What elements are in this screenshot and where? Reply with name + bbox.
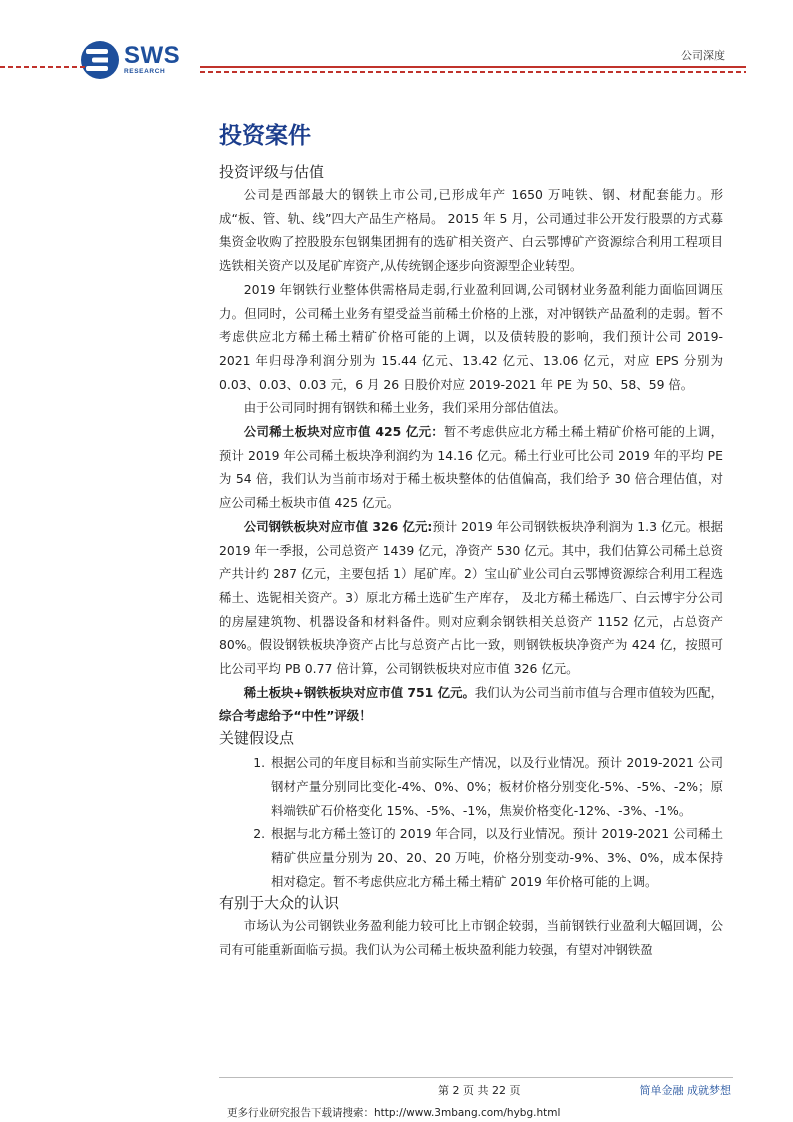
header-divider — [200, 66, 746, 68]
section-heading-assumptions: 关键假设点 — [219, 729, 295, 748]
section-heading-differentiated-view: 有别于大众的认识 — [219, 894, 340, 913]
page-title: 投资案件 — [219, 123, 311, 149]
list-item: 1. 根据公司的年度目标和当前实际生产情况，以及行业情况。预计 2019-2021 公司钢材产量分别同比变化-4%、0%、0%；板材价格分别变化-5%、-5%、-2%；原料端铁矿石价格变化 15%、-5%、-1%，焦炭价格变化-12%、-3%、-1%。 — [269, 751, 723, 822]
download-note: 更多行业研究报告下载请搜索：http://www.3mbang.com/hybg.html — [227, 1107, 561, 1119]
paragraph-valuation-method: 由于公司同时拥有钢铁和稀土业务，我们采用分部估值法。 — [243, 400, 566, 416]
rating-conclusion: 综合考虑给予“中性”评级！ — [219, 708, 372, 724]
page-header — [0, 0, 793, 90]
paragraph-earnings-forecast: 2019 年钢铁行业整体供需格局走弱,行业盈利回调,公司钢材业务盈利能力面临回调压力。但同时，公司稀土业务有望受益当前稀土价格的上涨，对冲钢铁产品盈利的走弱。暂不考虑供应北方稀土稀土精矿价格可能的上调，以及债转股的影响，我们预计公司 2019-2021 年归母净利润分别为 15.44 亿元、13.42 亿元、13.06 亿元，对应 EPS 分别为 0.03、0.03、0.03 元，6 月 26 日股价对应 2019-2021 年 PE 为 50、58、59 倍。 — [219, 281, 723, 392]
logo-text: SWS — [124, 42, 181, 70]
footer-divider — [219, 1077, 733, 1078]
document-type-label: 公司深度 — [681, 49, 725, 62]
sws-logo-icon — [80, 40, 120, 80]
section-heading-rating: 投资评级与估值 — [219, 163, 325, 181]
footer-slogan: 简单金融 成就梦想 — [639, 1084, 731, 1097]
assumptions-list — [219, 751, 723, 893]
list-item: 2. 根据与北方稀土签订的 2019 年合同，以及行业情况。预计 2019-2021 公司稀土精矿供应量分别为 20、20、20 万吨，价格分别变动-9%、3%、0%，成本保持相对稳定。暂不考虑供应北方稀土稀土精矿 2019 年价格可能的上调。 — [269, 822, 723, 893]
rare-earth-value-lead: 公司稀土板块对应市值 425 亿元： — [243, 424, 444, 440]
paragraph-rare-earth-valuation — [219, 420, 723, 515]
page-number: 第 2 页 共 22 页 — [438, 1084, 521, 1097]
steel-value-text: 预计 2019 年公司钢铁板块净利润为 1.3 亿元。根据 2019 年一季报，公司总资产 1439 亿元，净资产 530 亿元。其中，我们估算公司稀土总资产共计约 287 亿元，主要包括 1）尾矿库。2）宝山矿业公司白云鄂博资源综合利用工程选稀土、选铌相关资产。3）原北方稀土选矿生产库存， 及北方稀土稀选厂、白云博宇分公司的房屋建筑物、机器设备和材料备件。则对应剩余钢铁相关总资产 1152 亿元，占总资产 80%。假设钢铁板块净资产占比与总资产占比一致，则钢铁板块净资产为 424 亿，按照可比公司平均 PB 0.77 倍计算，公司钢铁板块对应市值 326 亿元。 — [219, 518, 723, 677]
rare-earth-value-text: 暂不考虑供应北方稀土稀土精矿价格可能的上调，预计 2019 年公司稀土板块净利润约为 14.16 亿元。稀土行业可比公司 2019 年的平均 PE 为 54 倍，我们认为当前市场对于稀土板块整体的估值偏高，我们给予 30 倍合理估值，对应公司稀土板块市值 425 亿元。 — [219, 424, 723, 511]
steel-value-lead: 公司钢铁板块对应市值 326 亿元: — [243, 518, 433, 534]
paragraph-company-overview: 公司是西部最大的钢铁上市公司,已形成年产 1650 万吨铁、钢、材配套能力。形成“板、管、轨、线”四大产品生产格局。 2015 年 5 月，公司通过非公开发行股票的方式募集资金收购了控股股东包钢集团拥有的选矿相关资产、白云鄂博矿产资源综合利用工程项目选铁相关资产以及尾矿库资产,从传统钢企逐步向资源型企业转型。 — [219, 187, 723, 274]
header-divider-left — [0, 66, 86, 68]
paragraph-total-valuation — [219, 681, 723, 728]
total-value-lead: 稀土板块+钢铁板块对应市值 751 亿元。 — [243, 684, 475, 700]
sws-logo — [80, 40, 180, 80]
paragraph-steel-valuation — [219, 515, 723, 681]
main-content — [219, 122, 723, 962]
logo-subtext: RESEARCH — [124, 68, 166, 76]
header-divider-dashed — [200, 71, 746, 73]
total-value-text: 我们认为公司当前市值与合理市值较为匹配， — [474, 684, 724, 700]
paragraph-market-view: 市场认为公司钢铁业务盈利能力较可比上市钢企较弱，当前钢铁行业盈利大幅回调，公司有可能重新面临亏损。我们认为公司稀土板块盈利能力较强，有望对冲钢铁盈 — [219, 918, 723, 958]
